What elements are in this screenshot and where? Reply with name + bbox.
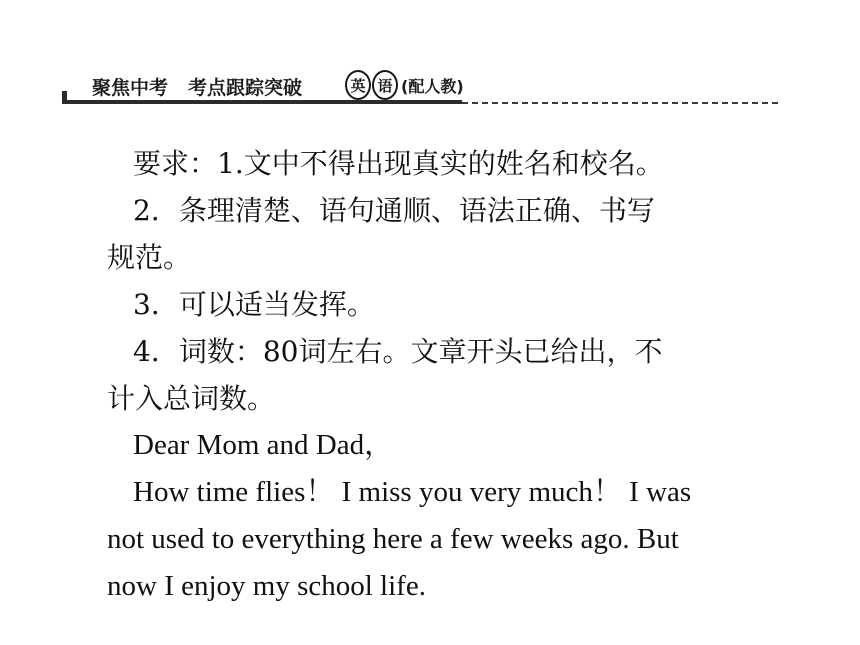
subject-char-circle: 语 xyxy=(372,70,398,100)
letter-body-line: now I enjoy my school life. xyxy=(107,570,426,602)
requirement-line-continued: 计入总词数。 xyxy=(107,382,276,415)
subject-badge xyxy=(345,70,464,100)
subject-edition: (配人教) xyxy=(401,76,464,96)
subject-char-circle: 英 xyxy=(345,70,371,100)
series-title-part2: 考点跟踪突破 xyxy=(188,77,303,99)
document-body xyxy=(107,140,767,610)
requirement-line: 3．可以适当发挥。 xyxy=(133,288,375,321)
page-header xyxy=(0,0,860,110)
letter-salutation: Dear Mom and Dad， xyxy=(133,429,394,461)
letter-body-line: How time flies！ I miss you very much！ I was xyxy=(133,476,692,508)
letter-body-line: not used to everything here a few weeks ago. But xyxy=(107,523,679,555)
header-dashed-rule xyxy=(462,102,778,104)
requirement-line: 2．条理清楚、语句通顺、语法正确、书写 xyxy=(133,194,655,227)
requirement-line-continued: 规范。 xyxy=(107,241,192,274)
requirement-line: 要求：1.文中不得出现真实的姓名和校名。 xyxy=(133,147,664,180)
requirement-line: 4．词数：80词左右。文章开头已给出，不 xyxy=(133,335,663,368)
series-title-part1: 聚焦中考 xyxy=(92,77,169,99)
header-solid-rule xyxy=(62,100,462,104)
series-title xyxy=(92,73,302,100)
